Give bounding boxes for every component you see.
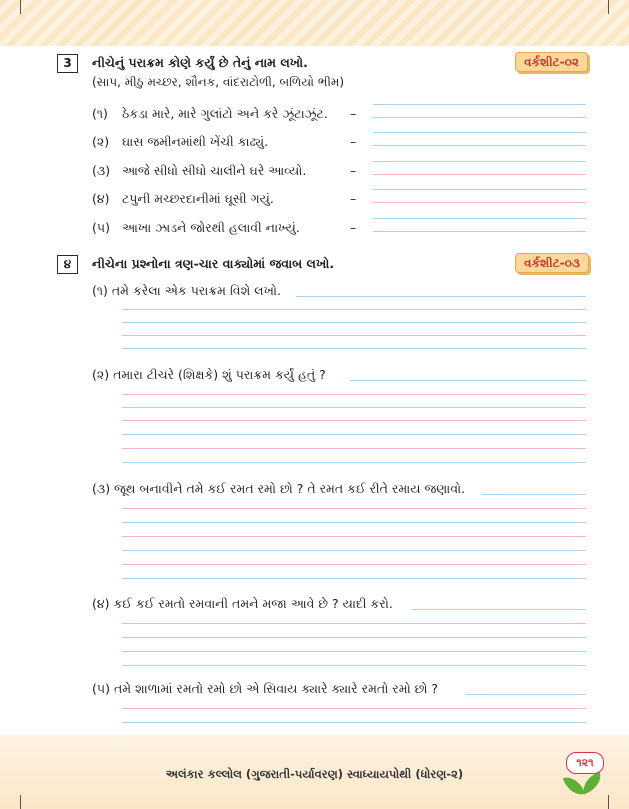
question-3-heading: નીચેનું પરાક્રમ કોણે કર્યું છે તેનું નામ લખો. <box>92 55 308 70</box>
answer-line[interactable] <box>122 462 586 463</box>
answer-line[interactable] <box>122 407 586 408</box>
question-4-heading: નીચેના પ્રશ્નોના ત્રણ-ચાર વાક્યોમાં જવાબ લખો. <box>92 256 335 271</box>
answer-line[interactable] <box>122 508 586 509</box>
answer-line[interactable] <box>122 722 586 723</box>
answer-line[interactable] <box>122 536 586 537</box>
answer-line[interactable] <box>122 637 586 638</box>
answer-line[interactable] <box>373 174 586 175</box>
q3-item-1: (૧) ઠેકડા મારે, મારે ગુલાંટો અને કરે ઝૂંટાઝૂંટ. – <box>92 106 357 121</box>
q3-item-2: (૨) ઘાસ જમીનમાંથી ખેંચી કાઢ્યું. – <box>92 134 357 149</box>
answer-line[interactable] <box>373 104 586 105</box>
answer-line[interactable] <box>373 132 586 133</box>
q4-item-2: (૨) તમારા ટીચરે (શિક્ષકે) શું પરાક્રમ કર્યું હતું ? <box>92 367 326 382</box>
answer-line[interactable] <box>373 117 586 118</box>
answer-line[interactable] <box>373 218 586 219</box>
answer-line[interactable] <box>122 550 586 551</box>
answer-line[interactable] <box>373 161 586 162</box>
answer-line[interactable] <box>373 231 586 232</box>
footer-book-title: અલંકાર કલ્લોલ (ગુજરાતી-પર્યાવરણ) સ્વાધ્યાયપોથી (ધોરણ-૨) <box>165 767 464 781</box>
answer-line[interactable] <box>122 564 586 565</box>
answer-line[interactable] <box>122 434 586 435</box>
crop-mark <box>20 0 21 14</box>
crop-mark <box>608 0 609 14</box>
answer-line[interactable] <box>122 578 586 579</box>
answer-line[interactable] <box>122 335 586 336</box>
page-number: ૧૨૧ <box>566 752 604 774</box>
answer-line[interactable] <box>122 448 586 449</box>
question-3-number: 3 <box>57 54 78 73</box>
top-decorative-band <box>0 0 629 46</box>
answer-line[interactable] <box>122 420 586 421</box>
answer-line[interactable] <box>350 380 586 381</box>
q4-item-4: (૪) કઈ કઈ રમતો રમવાની તમને મજા આવે છે ? યાદી કરો. <box>92 596 393 611</box>
q4-item-5: (૫) તમે શાળામાં રમતો રમો છો એ સિવાય ક્યારે ક્યારે રમતો રમો છો ? <box>92 681 439 696</box>
answer-line[interactable] <box>122 665 586 666</box>
q3-item-5: (૫) આખા ઝાડને જોરથી હલાવી નાખ્યું. – <box>92 220 357 235</box>
answer-line[interactable] <box>122 348 586 349</box>
answer-line[interactable] <box>122 394 586 395</box>
answer-line[interactable] <box>122 309 586 310</box>
answer-line[interactable] <box>122 708 586 709</box>
answer-line[interactable] <box>296 296 586 297</box>
worksheet-03-tag: વર્કશીટ-૦૩ <box>515 253 589 273</box>
answer-line[interactable] <box>412 609 586 610</box>
answer-line[interactable] <box>373 145 586 146</box>
answer-line[interactable] <box>373 189 586 190</box>
answer-line[interactable] <box>466 694 586 695</box>
answer-line[interactable] <box>122 322 586 323</box>
q4-item-1: (૧) તમે કરેલા એક પરાક્રમ વિશે લખો. <box>92 283 282 298</box>
worksheet-02-tag: વર્કશીટ-૦૨ <box>515 52 588 72</box>
answer-line[interactable] <box>122 623 586 624</box>
q4-item-3: (૩) જૂથ બનાવીને તમે કઈ રમત રમો છો ? તે રમત કઈ રીતે રમાય જણાવો. <box>92 481 466 496</box>
q3-item-4: (૪) ટપુની મચ્છરદાનીમાં ઘૂસી ગયું. – <box>92 191 357 206</box>
crop-mark <box>20 795 21 809</box>
q3-item-3: (૩) આજે સીધો સીધો ચાલીને ઘરે આવ્યો. – <box>92 163 357 178</box>
answer-line[interactable] <box>122 651 586 652</box>
crop-mark <box>608 795 609 809</box>
question-3-hint: (સાપ, મીઠુ મચ્છર, શૌનક, વાંદરાટોળી, બળિયો ભીમ) <box>92 75 345 89</box>
answer-line[interactable] <box>482 494 586 495</box>
question-4-number: ૪ <box>57 255 78 274</box>
answer-line[interactable] <box>373 202 586 203</box>
answer-line[interactable] <box>122 522 586 523</box>
